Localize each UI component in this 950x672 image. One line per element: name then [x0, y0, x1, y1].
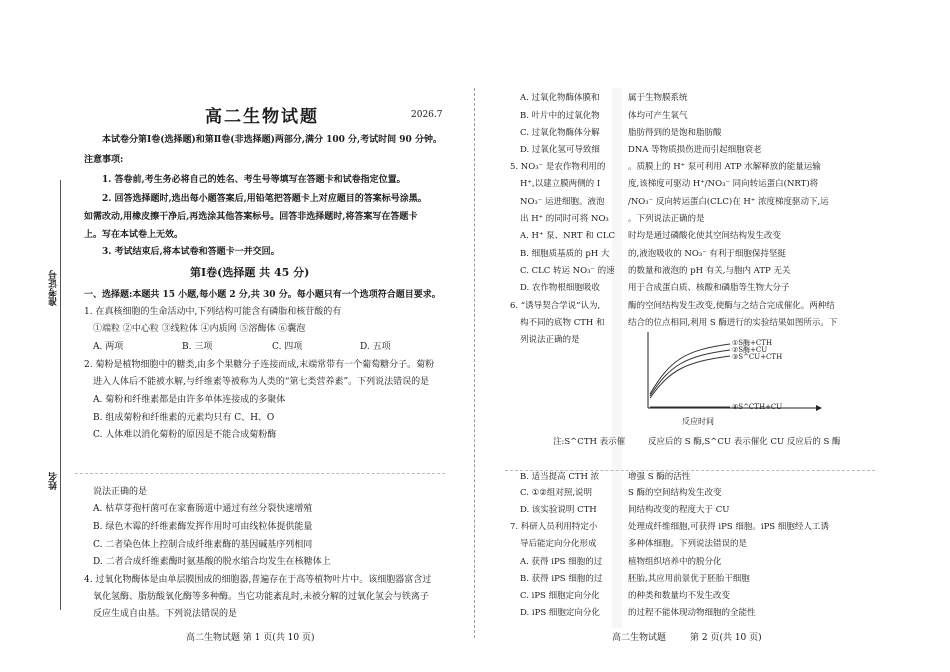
- notice-2b: 如需改动,用橡皮擦干净后,再选涂其他答案标号。回答非选择题时,将答案写在答题卡: [84, 212, 418, 222]
- page-divider: [474, 88, 475, 638]
- legend-4: ④S^CTH+CU: [732, 403, 783, 411]
- legend-2: ②S酶+CU: [732, 346, 768, 354]
- q5-stem-d-right: 。下列说法正确的是: [628, 214, 705, 224]
- notice-1: 1. 答卷前,考生务必将自己的姓名、考生号等填写在答题卡和试卷指定位置。: [102, 175, 406, 185]
- q1-option-b: B. 三项: [182, 342, 213, 352]
- q7-stem-a-left: 7. 科研人员利用特定小: [510, 522, 598, 532]
- q7-option-c-left: C. iPS 细胞定向分化: [520, 591, 600, 601]
- margin-line: [60, 180, 61, 610]
- q7-stem-b-left: 导后能定向分化形成: [520, 539, 597, 549]
- q3-option-d: D. 二者合成纤维素酶时氨基酸的脱水缩合均发生在核糖体上: [93, 557, 331, 567]
- q2-stem-a: 2. 菊粉是植物细胞中的糖类,由多个果糖分子连接而成,末端常带有一个葡萄糖分子。菊粉: [84, 360, 435, 370]
- q1-option-c: C. 四项: [272, 342, 303, 352]
- q6-option-c-left: C. ①②组对照,说明: [520, 488, 593, 498]
- page-title: 高二生物试题: [205, 107, 319, 127]
- page-2-footer-left: 高二生物试题: [612, 633, 667, 643]
- exam-date: 2026.7: [411, 110, 443, 120]
- notice-2a: 2. 回答选择题时,选出每小题答案后,用铅笔把答题卡上对应题目的答案标号涂黑。: [102, 194, 427, 204]
- page-1-footer: 高二生物试题 第 1 页(共 10 页): [186, 633, 315, 643]
- page-2-footer-right: 第 2 页(共 10 页): [690, 633, 762, 643]
- q7-option-c-right: 的种类和数量均不发生改变: [628, 591, 731, 601]
- q5-option-c-right: 的数量和液泡的 pH 有关,与胞内 ATP 无关: [628, 266, 791, 276]
- q2-stem-b: 进入人体后不能被水解,与纤维素等被称为人类的“第七类营养素”。下列说法错误的是: [93, 377, 430, 387]
- q2-option-c: C. 人体难以消化菊粉的原因是不能合成菊粉酶: [93, 430, 277, 440]
- q4-stem-c: 反应生成自由基。下列说法错误的是: [93, 609, 238, 619]
- q7-option-b-left: B. 获得 iPS 细胞的过: [520, 574, 603, 584]
- intro-text: 本试卷分第Ⅰ卷(选择题)和第Ⅱ卷(非选择题)两部分,满分 100 分,考试时间 90 分钟。: [102, 135, 442, 145]
- q4-option-d-right: DNA 等物质损伤进而引起细胞衰老: [628, 145, 762, 155]
- exam-number-label: 准考证号: [49, 270, 59, 306]
- q7-stem-a-right: 处理成纤维细胞,可获得 iPS 细胞。iPS 细胞经人工诱: [628, 522, 829, 532]
- q6-stem-a-right: 酶的空间结构发生改变,使酶与之结合完成催化。两种结: [628, 301, 835, 311]
- q5-stem-c-left: NO₃⁻ 运进细胞。液泡: [520, 197, 605, 207]
- q4-stem-b: 氧化氢酶、脂肪酸氧化酶等多种酶。当它功能紊乱时,未被分解的过氧化氢会与铁离子: [93, 592, 429, 602]
- q3-option-c: C. 二者染色体上控制合成纤维素酶的基因碱基序列相同: [93, 540, 313, 550]
- q5-option-a-left: A. H⁺ 泵、NRT 和 CLC: [520, 231, 616, 241]
- q5-stem-b-right: 度,该梯度可驱动 H⁺/NO₃⁻ 同向转运蛋白(NRT)将: [628, 179, 819, 189]
- curve-3: [650, 356, 730, 398]
- name-label: 姓名: [49, 472, 59, 490]
- q7-stem-b-right: 多种体细胞。下列说法错误的是: [628, 539, 748, 549]
- q7-option-b-right: 胚胎,其应用前景优于胚胎干细胞: [628, 574, 750, 584]
- part-one-heading: 一、选择题:本题共 15 小题,每小题 2 分,共 30 分。每小题只有一个选项符合题目要求。: [84, 290, 441, 300]
- q1-items: ①端粒 ②中心粒 ③线粒体 ④内质网 ⑤溶酶体 ⑥囊泡: [93, 324, 306, 334]
- q6-option-d-right: 间结构改变的程度大于 CU: [628, 505, 730, 515]
- section-heading: 第Ⅰ卷(选择题 共 45 分): [190, 266, 310, 279]
- q6-option-b-right: 增强 S 酶的活性: [628, 472, 691, 482]
- q4-option-a-right: 属于生物膜系统: [628, 93, 688, 103]
- q2-option-a: A. 菊粉和纤维素都是由许多单体连接成的多聚体: [93, 395, 286, 405]
- q6-stem-c: 列说法正确的是: [520, 335, 580, 345]
- q4-option-b-left: B. 叶片中的过氧化物: [520, 111, 600, 121]
- q6-option-d-left: D. 该实验说明 CTH: [520, 505, 597, 515]
- q7-option-d-left: D. iPS 细胞定向分化: [520, 608, 600, 618]
- q5-stem-a-left: 5. NO₃⁻ 是农作物利用的: [510, 162, 606, 172]
- q6-option-b-left: B. 适当提高 CTH 浓: [520, 472, 600, 482]
- q4-option-b-right: 体均可产生氧气: [628, 111, 688, 121]
- q5-stem-b-left: H⁺,以建立膜两侧的 I: [520, 179, 601, 189]
- page-fold-line: [75, 473, 445, 474]
- q7-option-d-right: 的过程不能体现动物细胞的全能性: [628, 608, 756, 618]
- q5-option-d-left: D. 农作物根细胞吸收: [520, 283, 600, 293]
- obscured-column: [612, 88, 622, 628]
- q4-option-d-left: D. 过氧化氢可导致细: [520, 145, 600, 155]
- q4-option-a-left: A. 过氧化物酶体膜和: [520, 93, 600, 103]
- q3-option-b: B. 绿色木霉的纤维素酶发挥作用时可由线粒体提供能量: [93, 522, 313, 532]
- q6-stem-a-left: 6. “诱导契合学说”认为,: [510, 301, 601, 311]
- q7-option-a-right: 植物组织培养中的脱分化: [628, 557, 722, 567]
- q4-stem-a: 4. 过氧化物酶体是由单层膜围成的细胞器,普遍存在于高等植物叶片中。该细胞器富含过: [84, 575, 432, 585]
- q3-stem-tail: 说法正确的是: [93, 487, 148, 497]
- q6-stem-b-left: 构不同的底物 CTH 和: [520, 318, 605, 328]
- q1-option-a: A. 两项: [93, 342, 124, 352]
- q1-option-d: D. 五项: [360, 342, 391, 352]
- q7-option-a-left: A. 获得 iPS 细胞的过: [520, 557, 603, 567]
- legend-3: ③S^CU+CTH: [732, 353, 783, 361]
- q5-stem-c-right: /NO₃⁻ 反向转运蛋白(CLC)在 H⁺ 浓度梯度驱动下,运: [628, 197, 829, 207]
- q3-option-a: A. 枯草芽孢杆菌可在家畜肠道中通过有丝分裂快速增殖: [93, 504, 313, 514]
- q4-option-c-left: C. 过氧化物酶体分解: [520, 128, 600, 138]
- q5-option-a-right: 时均是通过磷酸化使其空间结构发生改变: [628, 231, 782, 241]
- figure-xlabel: 反应时间: [682, 417, 714, 426]
- q1-stem: 1. 在真核细胞的生命活动中,下列结构可能含有磷脂和核苷酸的有: [84, 307, 342, 317]
- q5-stem-a-right: 。质膜上的 H⁺ 泵可利用 ATP 水解释放的能量运输: [628, 162, 821, 172]
- q5-stem-d-left: 出 H⁺ 的同时可将 NO₃: [520, 214, 609, 224]
- q5-option-d-right: 用于合成蛋白质、核酸和磷脂等生物大分子: [628, 283, 790, 293]
- legend-1: ①S酶+CTH: [732, 339, 773, 347]
- q6-stem-b-right: 结合的位点相同,利用 S 酶进行的实验结果如图所示。下: [628, 318, 838, 328]
- q4-option-c-right: 脂肪得到的是饱和脂肪酸: [628, 128, 722, 138]
- q5-option-c-left: C. CLC 转运 NO₃⁻ 的速: [520, 266, 615, 276]
- figure-note-right: 反应后的 S 酶,S^CU 表示催化 CU 反应后的 S 酶: [648, 437, 841, 447]
- notice-2c: 上。写在本试卷上无效。: [84, 230, 184, 240]
- q2-option-b: B. 组成菊粉和纤维素的元素均只有 C、H、O: [93, 413, 275, 423]
- notice-3: 3. 考试结束后,将本试卷和答题卡一并交回。: [102, 247, 280, 257]
- q6-option-c-right: S 酶的空间结构发生改变: [628, 488, 722, 498]
- figure-note-left: 注:S^CTH 表示催: [553, 437, 626, 447]
- q5-option-b-left: B. 细胞质基质的 pH 大: [520, 249, 610, 259]
- notice-heading: 注意事项:: [84, 155, 124, 165]
- q5-option-b-right: 的,液泡吸收的 NO₃⁻ 有利于细胞保持坚挺: [628, 249, 786, 259]
- curve-2: [650, 350, 730, 396]
